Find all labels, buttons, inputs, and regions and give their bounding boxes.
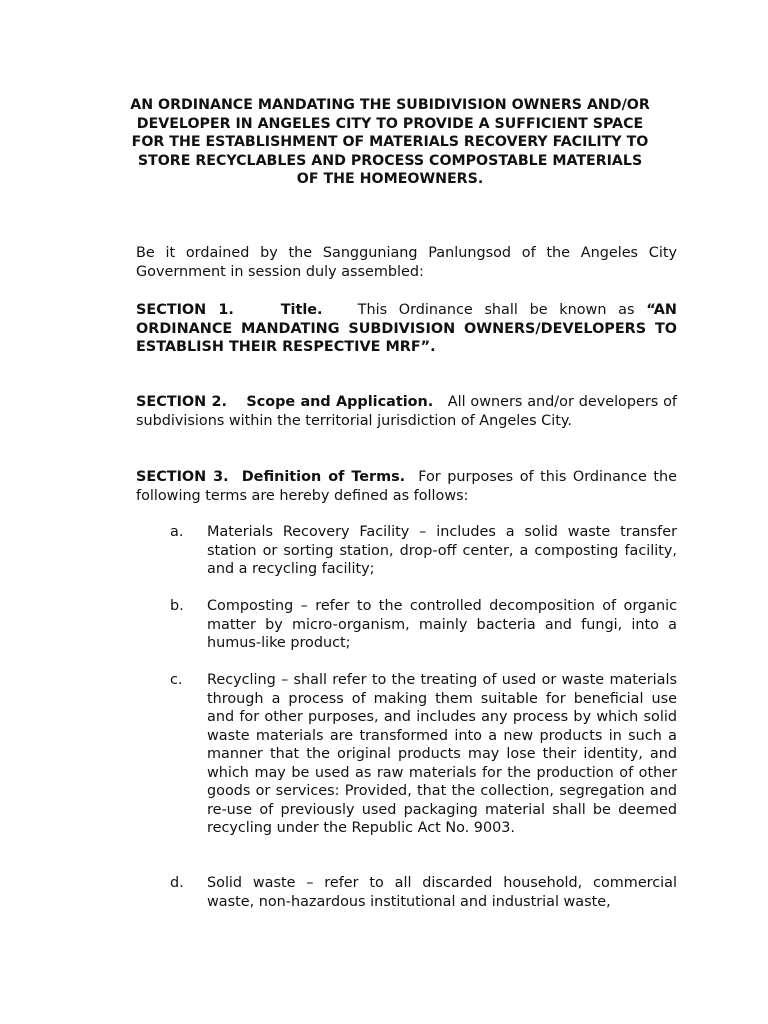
definition-marker: d. <box>170 875 184 891</box>
definition-text: Solid waste – refer to all discarded household, commercial waste, non-hazardous institutional and industrial waste, <box>207 875 677 910</box>
section-3-label: SECTION 3. <box>136 469 229 485</box>
definition-marker: c. <box>170 672 183 688</box>
definition-text: Materials Recovery Facility – includes a solid waste transfer station or sorting station, drop-off center, a composting facility, and a recycling facility; <box>207 524 677 577</box>
definition-marker: b. <box>170 598 184 614</box>
section-3 <box>136 468 677 505</box>
preamble: Be it ordained by the Sangguniang Panlungsod of the Angeles City Government in session duly assembled: <box>136 245 677 280</box>
definition-text: Composting – refer to the controlled decomposition of organic matter by micro-organism, mainly bacteria and fungi, into a humus-like product; <box>207 598 677 651</box>
section-1-quote: “AN ORDINANCE MANDATING SUBDIVISION OWNERS/DEVELOPERS TO ESTABLISH THEIR RESPECTIVE MRF”. <box>136 302 677 355</box>
section-2-heading: Scope and Application. <box>246 394 434 410</box>
section-3-heading: Definition of Terms. <box>241 469 406 485</box>
definition-text: Recycling – shall refer to the treating of used or waste materials through a process of making them suitable for beneficial use and for other purposes, and includes any process by which solid waste materials are transformed into a new products in such a manner that the original products may lose their identity, and which may be used as raw materials for the production of other goods or services: Provided, that the collection, segregation and re-use of previously used packaging material shall be deemed recycling under the Republic Act No. 9003. <box>207 672 677 836</box>
section-1-label: SECTION 1. <box>136 302 234 318</box>
section-1 <box>136 301 677 357</box>
section-2-label: SECTION 2. <box>136 394 227 410</box>
definition-marker: a. <box>170 524 184 540</box>
section-2-text: All owners and/or developers of subdivisions within the territorial jurisdiction of Angeles City. <box>136 394 677 429</box>
section-2 <box>136 393 677 430</box>
section-3-text: For purposes of this Ordinance the following terms are hereby defined as follows: <box>136 469 677 504</box>
section-1-text: This Ordinance shall be known as <box>357 302 635 318</box>
ordinance-title: AN ORDINANCE MANDATING THE SUBIDIVISION OWNERS AND/OR DEVELOPER IN ANGELES CITY TO PROVIDE A SUFFICIENT SPACE FOR THE ESTABLISHMENT OF MATERIALS RECOVERY FACILITY TO STORE RECYCLABLES AND PROCESS COMPOSTABLE MATERIALS OF THE HOMEOWNERS. <box>130 97 650 188</box>
section-1-heading: Title. <box>280 302 323 318</box>
